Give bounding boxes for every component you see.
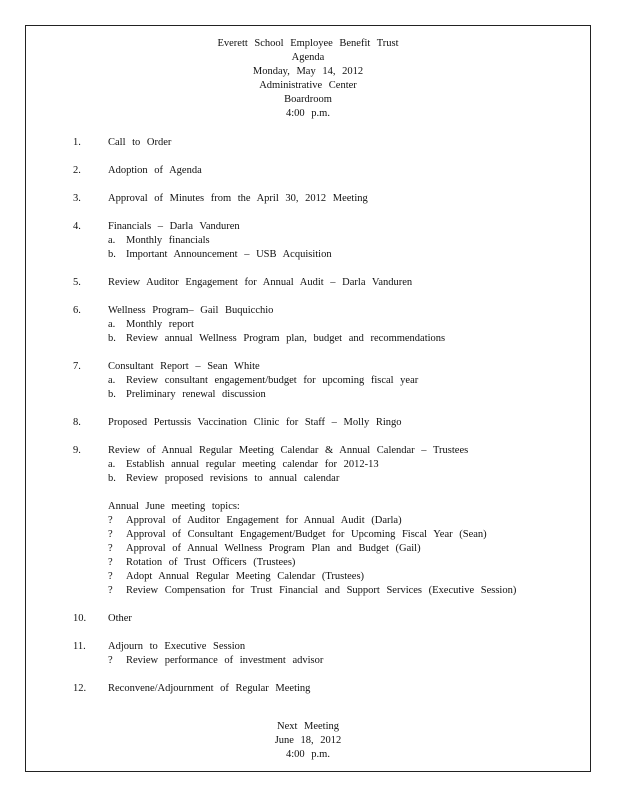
bullet-mark: ?: [108, 571, 113, 582]
next-meeting-time: 4:00 p.m.: [286, 749, 330, 760]
item-body: [108, 416, 570, 430]
bullet-item: [108, 514, 570, 528]
item-number: 2.: [73, 165, 81, 176]
item-title: Reconvene/Adjournment of Regular Meeting: [108, 683, 311, 694]
bullet-mark: ?: [108, 655, 113, 666]
sub-item: [108, 458, 570, 472]
bullet-item: [108, 556, 570, 570]
sub-item-text: Monthly financials: [126, 235, 210, 246]
agenda-page: [25, 25, 591, 772]
bullet-text: Approval of Annual Wellness Program Plan and Budget (Gail): [126, 543, 421, 554]
item-number: 11.: [73, 641, 86, 652]
bullet-text: Review performance of investment advisor: [126, 655, 324, 666]
sub-item: [108, 248, 570, 262]
bullet-item: [108, 584, 570, 598]
bullet-mark: ?: [108, 515, 113, 526]
agenda-item: [26, 640, 590, 668]
item-number: 10.: [73, 613, 87, 624]
bullet-item: [108, 570, 570, 584]
item-body: [108, 304, 570, 346]
sub-item-label: b.: [108, 389, 116, 400]
item-number: 8.: [73, 417, 81, 428]
sub-item: [108, 374, 570, 388]
item-title: Review Auditor Engagement for Annual Audit – Darla Vanduren: [108, 277, 413, 288]
item-title: Financials – Darla Vanduren: [108, 221, 240, 232]
meeting-date: Monday, May 14, 2012: [252, 66, 364, 77]
agenda-item: [26, 360, 590, 402]
bullet-text: Approval of Consultant Engagement/Budget for Upcoming Fiscal Year (Sean): [126, 529, 487, 540]
bullet-mark: ?: [108, 529, 113, 540]
item-body: [108, 164, 570, 178]
agenda-item: [26, 136, 590, 150]
item-number: 3.: [73, 193, 81, 204]
agenda-item: [26, 192, 590, 206]
sub-item-text: Monthly report: [126, 319, 194, 330]
agenda-item: [26, 220, 590, 262]
sub-item-label: b.: [108, 333, 116, 344]
item-title: Adjourn to Executive Session: [108, 641, 246, 652]
meeting-room: Boardroom: [284, 94, 332, 105]
item-body: [108, 360, 570, 402]
item-title: Proposed Pertussis Vaccination Clinic for Staff – Molly Ringo: [108, 417, 402, 428]
item-body: [108, 682, 570, 696]
bullet-text: Adopt Annual Regular Meeting Calendar (Trustees): [126, 571, 365, 582]
sub-item-text: Review annual Wellness Program plan, budget and recommendations: [126, 333, 446, 344]
item-title: Adoption of Agenda: [108, 165, 202, 176]
bullet-text: Rotation of Trust Officers (Trustees): [126, 557, 296, 568]
agenda-item: [26, 304, 590, 346]
sub-item-text: Review proposed revisions to annual calendar: [126, 473, 340, 484]
item-body: [108, 612, 570, 626]
sub-item-label: b.: [108, 473, 116, 484]
sub-item-label: a.: [108, 319, 116, 330]
item-number: 4.: [73, 221, 81, 232]
item-number: 7.: [73, 361, 81, 372]
sub-item-label: b.: [108, 249, 116, 260]
bullet-mark: ?: [108, 557, 113, 568]
agenda-item: [26, 682, 590, 696]
bullet-mark: ?: [108, 585, 113, 596]
item-number: 12.: [73, 683, 87, 694]
item-title: Other: [108, 613, 132, 624]
sub-item: [108, 388, 570, 402]
sub-item: [108, 332, 570, 346]
sub-item-label: a.: [108, 459, 116, 470]
agenda-item: [26, 612, 590, 626]
item-number: 5.: [73, 277, 81, 288]
bullet-text: Approval of Auditor Engagement for Annual Audit (Darla): [126, 515, 402, 526]
sub-item: [108, 318, 570, 332]
sub-item-text: Important Announcement – USB Acquisition: [126, 249, 332, 260]
org-name: Everett School Employee Benefit Trust: [217, 38, 399, 49]
bullet-mark: ?: [108, 543, 113, 554]
bullet-text: Review Compensation for Trust Financial and Support Services (Executive Session): [126, 585, 517, 596]
agenda-item: [26, 444, 590, 598]
item-title: Call to Order: [108, 137, 172, 148]
item-title: Wellness Program– Gail Buquicchio: [108, 305, 274, 316]
sub-item: [108, 472, 570, 486]
sub-item-label: a.: [108, 375, 116, 386]
agenda-items: [26, 136, 590, 710]
agenda-item: [26, 416, 590, 430]
bullet-item: [108, 528, 570, 542]
next-meeting: [26, 720, 590, 762]
item-number: 9.: [73, 445, 81, 456]
item-title: Review of Annual Regular Meeting Calendar & Annual Calendar – Trustees: [108, 445, 469, 456]
doc-title: Agenda: [291, 52, 325, 63]
topics-heading: Annual June meeting topics:: [108, 501, 240, 512]
item-body: [108, 220, 570, 262]
agenda-header: [26, 37, 590, 121]
agenda-item: [26, 164, 590, 178]
next-meeting-label: Next Meeting: [276, 721, 340, 732]
bullet-item: [108, 654, 570, 668]
item-body: [108, 640, 570, 668]
item-number: 6.: [73, 305, 81, 316]
item-number: 1.: [73, 137, 81, 148]
item-body: [108, 276, 570, 290]
meeting-place: Administrative Center: [259, 80, 357, 91]
item-title: Approval of Minutes from the April 30, 2012 Meeting: [108, 193, 368, 204]
sub-item-text: Review consultant engagement/budget for upcoming fiscal year: [126, 375, 419, 386]
item-body: [108, 444, 570, 598]
sub-item-text: Establish annual regular meeting calendar for 2012-13: [126, 459, 379, 470]
sub-item: [108, 234, 570, 248]
next-meeting-date: June 18, 2012: [274, 735, 342, 746]
item-title: Consultant Report – Sean White: [108, 361, 260, 372]
sub-item-text: Preliminary renewal discussion: [126, 389, 266, 400]
agenda-item: [26, 276, 590, 290]
item-body: [108, 192, 570, 206]
item-body: [108, 136, 570, 150]
bullet-item: [108, 542, 570, 556]
meeting-time: 4:00 p.m.: [286, 108, 330, 119]
sub-item-label: a.: [108, 235, 116, 246]
